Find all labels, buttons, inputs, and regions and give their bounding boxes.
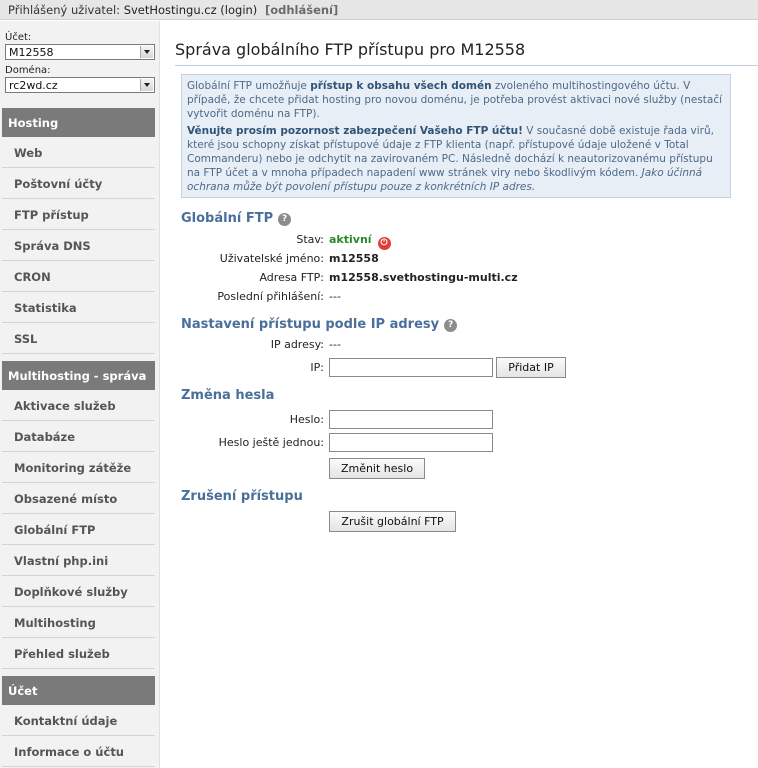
sidebar-item-global-ftp[interactable]: Globální FTP xyxy=(2,514,155,545)
sidebar-item-services-overview[interactable]: Přehled služeb xyxy=(2,638,155,669)
last-login-value: --- xyxy=(329,290,341,303)
username-value: m12558 xyxy=(329,252,379,265)
help-icon[interactable]: ? xyxy=(278,213,291,226)
sidebar-item-dns[interactable]: Správa DNS xyxy=(2,230,155,261)
sidebar-item-load-monitoring[interactable]: Monitoring zátěže xyxy=(2,452,155,483)
global-ftp-heading-text: Globální FTP xyxy=(181,211,274,226)
section-hosting: Hosting xyxy=(2,108,155,137)
chevron-down-icon[interactable] xyxy=(140,46,153,58)
status-text: aktivní xyxy=(329,233,372,246)
info-paragraph-1 xyxy=(187,79,725,121)
sidebar-item-php-ini[interactable]: Vlastní php.ini xyxy=(2,545,155,576)
change-password-button[interactable]: Změnit heslo xyxy=(329,458,425,479)
sidebar-item-used-space[interactable]: Obsazené místo xyxy=(2,483,155,514)
main-content xyxy=(161,21,758,768)
page-title: Správa globálního FTP přístupu pro M12558 xyxy=(175,40,526,59)
power-icon[interactable]: ⏻ xyxy=(378,237,391,250)
chevron-down-icon[interactable] xyxy=(140,79,153,91)
sidebar-item-contact[interactable]: Kontaktní údaje xyxy=(2,705,155,736)
sidebar-item-statistics[interactable]: Statistika xyxy=(2,292,155,323)
ip-input-label: IP: xyxy=(310,361,324,374)
sidebar-item-multihosting[interactable]: Multihosting xyxy=(2,607,155,638)
sidebar-item-extra-services[interactable]: Doplňkové služby xyxy=(2,576,155,607)
help-icon[interactable]: ? xyxy=(444,319,457,332)
domain-select-value: rc2wd.cz xyxy=(9,79,58,92)
password-heading: Změna hesla xyxy=(181,388,275,403)
info-text: Globální FTP umožňuje xyxy=(187,80,311,92)
sidebar-item-account-info[interactable]: Informace o účtu xyxy=(2,736,155,767)
sidebar xyxy=(0,21,160,768)
section-account: Účet xyxy=(2,676,155,705)
sidebar-item-service-activation[interactable]: Aktivace služeb xyxy=(2,390,155,421)
domain-label: Doména: xyxy=(5,65,51,76)
ip-access-heading xyxy=(181,317,457,332)
domain-select[interactable] xyxy=(5,77,155,93)
last-login-label: Poslední přihlášení: xyxy=(217,290,324,303)
username-label: Uživatelské jméno: xyxy=(219,252,324,265)
sidebar-item-web[interactable]: Web xyxy=(2,137,155,168)
ftp-address-label: Adresa FTP: xyxy=(259,271,324,284)
password-again-label: Heslo ještě jednou: xyxy=(218,436,324,449)
account-label: Účet: xyxy=(5,32,32,43)
password-again-field[interactable] xyxy=(329,433,493,452)
status-label: Stav: xyxy=(296,233,324,246)
global-ftp-heading xyxy=(181,211,291,226)
sidebar-item-ssl[interactable]: SSL xyxy=(2,323,155,354)
password-label: Heslo: xyxy=(289,413,324,426)
password-field[interactable] xyxy=(329,410,493,429)
account-select[interactable] xyxy=(5,44,155,60)
section-multihosting: Multihosting - správa xyxy=(2,361,155,390)
ip-input[interactable] xyxy=(329,358,493,377)
info-paragraph-2 xyxy=(187,124,725,194)
cancel-global-ftp-button[interactable]: Zrušit globální FTP xyxy=(329,511,456,532)
sidebar-item-ftp-access[interactable]: FTP přístup xyxy=(2,199,155,230)
status-value xyxy=(329,233,391,250)
account-select-value: M12558 xyxy=(9,46,54,59)
topbar xyxy=(0,0,758,20)
info-text: V současné době existuje řada virů, které jsou schopny získat přístupové údaje z FTP klienta (např. přístupové údaje uložené v Total Commanderu) nebo je odchytit na zavirovaném PC. Následně dochází k neautorizovanému přístupu na FTP účet a v mnoha případech napadení www stránek viry nebo škodlivým kódem. xyxy=(187,125,714,179)
ftp-address-value: m12558.svethostingu-multi.cz xyxy=(329,271,518,284)
info-text: zvoleného multihostingového účtu. V případě, že chcete přidat hosting pro novou doménu, je potřeba provést aktivaci nové služby (nestačí vytvořit doménu na FTP). xyxy=(187,80,723,120)
logged-user-prefix: Přihlášený uživatel: xyxy=(8,3,121,17)
info-emphasis: přístup k obsahu všech domén xyxy=(310,80,492,92)
sidebar-item-cron[interactable]: CRON xyxy=(2,261,155,292)
info-warning: Věnujte prosím pozornost zabezpečení Vašeho FTP účtu! xyxy=(187,125,523,137)
add-ip-button[interactable]: Přidat IP xyxy=(496,357,566,378)
info-box xyxy=(181,74,731,198)
sidebar-item-databases[interactable]: Databáze xyxy=(2,421,155,452)
ip-access-heading-text: Nastavení přístupu podle IP adresy xyxy=(181,317,440,332)
logged-user-name: SvetHostingu.cz (login) xyxy=(123,3,258,17)
title-divider xyxy=(175,65,758,66)
ip-list-value: --- xyxy=(329,338,341,351)
cancel-access-heading: Zrušení přístupu xyxy=(181,489,303,504)
ip-list-label: IP adresy: xyxy=(270,338,324,351)
logout-link[interactable]: [odhlášení] xyxy=(264,3,339,17)
info-tip: Jako účinná ochrana může být povolení přístupu pouze z konkrétních IP adres. xyxy=(187,167,703,193)
sidebar-item-mail-accounts[interactable]: Poštovní účty xyxy=(2,168,155,199)
